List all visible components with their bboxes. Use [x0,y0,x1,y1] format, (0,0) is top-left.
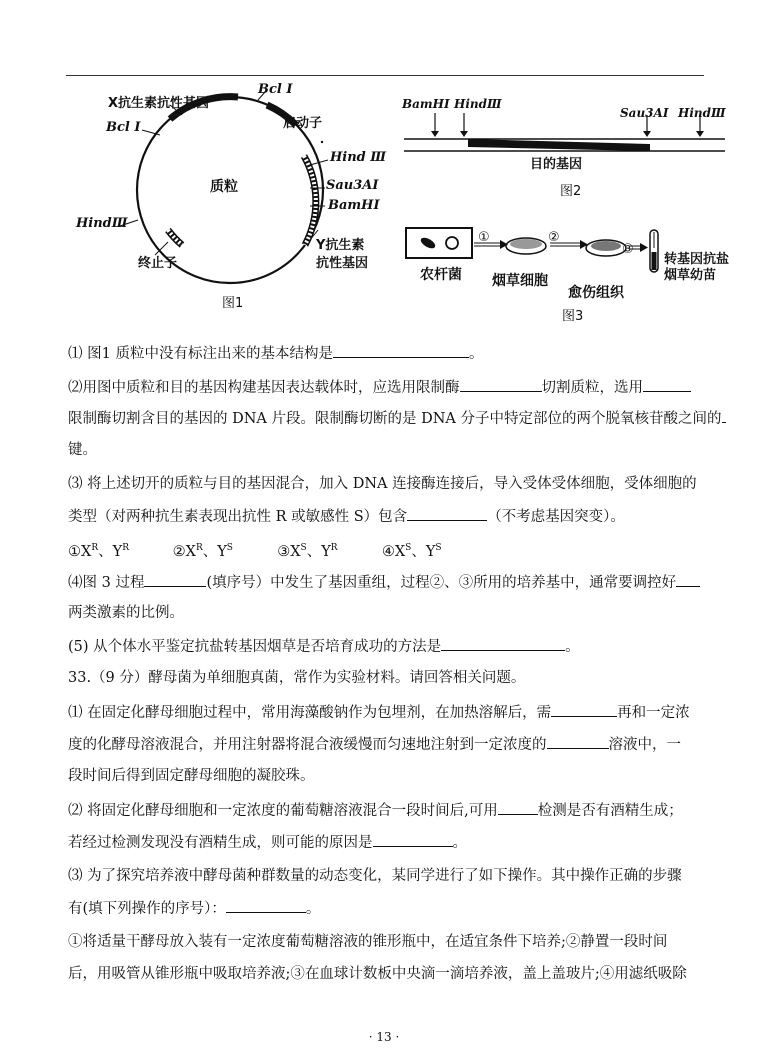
option-4 [382,538,482,562]
fig2-hind1-label: HindⅢ [454,97,502,111]
q33-1-text-c: 度的化酵母溶液混合，并用注射器将混合液缓慢而匀速地注射到一定浓度的 [68,737,547,753]
q33-2-text-b: 检测是否有酒精生成； [537,803,683,819]
option-3-y: 、Y [306,543,331,560]
seedling-label-1: 转基因抗盐 [664,252,730,267]
q33-1-text-e: 段时间后得到固定酵母细胞的凝胶珠。 [68,768,315,784]
q5-end: 。 [565,639,580,655]
q33-2-line-2 [68,832,467,853]
q1-text: ⑴ 图1 质粒中没有标注出来的基本结构是 [68,346,333,362]
header-rule [66,75,704,76]
option-1 [68,538,168,562]
question-33-stem [68,668,525,688]
q33-2-text-c: 若经过检测发现没有酒精生成，则可能的原因是 [68,835,373,851]
page-number: · 13 · [368,1030,400,1044]
q33-1-text-a: ⑴ 在固定化酵母细胞过程中，常用海藻酸钠作为包埋剂，在加热溶解后，需 [68,705,552,721]
answer-blank[interactable] [676,572,700,587]
q4-text-b: (填序号）中发生了基因重组，过程②、③所用的培养基中，通常要调控好 [206,575,677,591]
q33-3-text-c: 。 [305,901,321,917]
q33-1-line-1 [68,702,690,723]
figure-1-caption: 图1 [222,296,244,311]
q33-3-text-d: ①将适量干酵母放入装有一定浓度葡萄糖溶液的锥形瓶中，在适宜条件下培养;②静置一段时间 [68,934,668,950]
answer-blank[interactable] [333,343,469,358]
sup-s: S [435,543,442,553]
figure-2-caption: 图2 [560,184,582,199]
plasmid-label: 质粒 [210,179,238,195]
option-1-x: ①X [68,543,92,560]
answer-blank[interactable] [547,734,609,749]
question-5 [68,636,580,657]
sup-s: S [405,543,412,553]
q4-text-c: 两类激素的比例。 [68,605,184,621]
promoter-label: 启动子 [283,116,323,131]
q3-text-a: ⑶ 将上述切开的质粒与目的基因混合，加入 DNA 连接酶连接后，导入受体受体细胞，受体细胞的 [68,476,697,492]
answer-blank[interactable] [373,832,453,847]
tobacco-cell-label: 烟草细胞 [492,273,548,289]
q33-3-line-3 [68,932,667,952]
sup-s: S [300,543,307,553]
x-gene-label: X抗生素抗性基因 [108,96,210,111]
option-4-y: 、Y [411,543,436,560]
option-3-x: ③X [277,543,301,560]
answer-blank[interactable] [722,408,726,423]
step-3-label: ③ [622,242,634,257]
q33-2-line-1 [68,800,683,821]
callus-label: 愈伤组织 [568,285,624,301]
question-1 [68,343,483,364]
q2-text-c: 限制酶切割含目的基因的 DNA 片段。限制酶切断的是 DNA 分子中特定部位的两个脱氧核苷酸之间的 [68,411,722,427]
q33-3-text-a: ⑶ 为了探究培养液中酵母菌种群数量的动态变化，某同学进行了如下操作。其中操作正确的步骤 [68,868,682,884]
q33-1-text-b: 再和一定浓 [617,705,690,721]
q33-3-line-2 [68,898,320,919]
q3-text-b: 类型（对两种抗生素表现出抗性 R 或敏感性 S）包含 [68,509,408,525]
q2-text-d: 键。 [68,442,97,458]
question-3-line-1 [68,474,697,494]
bcl-top-label: Bcl Ⅰ [258,82,293,97]
bam-right-label: BamHⅠ [328,198,380,213]
option-2-x: ②X [172,543,196,560]
answer-blank[interactable] [643,377,691,392]
question-4-line-1 [68,572,700,593]
q33-3-line-1 [68,866,682,886]
answer-blank[interactable] [226,898,306,913]
terminator-label: 终止子 [138,256,178,271]
answer-blank[interactable] [498,800,538,815]
sau-right-label: Sau3AⅠ [326,178,379,193]
question-4-line-2 [68,603,184,623]
target-gene-label: 目的基因 [530,157,583,172]
q33-3-text-e: 后，用吸管从锥形瓶中吸取培养液;③在血球计数板中央滴一滴培养液，盖上盖玻片;④用滤纸吸除 [68,966,687,982]
hind-left-label: HindⅢ [76,216,128,231]
hind-right-label: Hind Ⅲ [330,150,387,165]
figure-3-caption: 图3 [562,309,584,324]
y-gene-label-1: Y抗生素 [316,238,365,253]
q2-text-b: 切割质粒，选用 [541,380,643,396]
q33-1-line-2 [68,734,681,755]
q33-3-line-4 [68,964,687,984]
q5-text-a: (5) 从个体水平鉴定抗盐转基因烟草是否培育成功的方法是 [68,639,442,655]
sup-s: S [226,543,233,553]
sup-r: R [195,543,203,553]
fig2-sau-label: Sau3AⅠ [620,106,669,120]
sup-r: R [122,543,129,553]
sup-r: R [330,543,338,553]
q33-1-line-3 [68,766,315,786]
fig2-bam-label: BamHⅠ [402,97,450,111]
answer-blank[interactable] [441,636,565,651]
question-3-options [68,538,482,562]
question-2-line-1 [68,377,691,398]
q2-text-a: ⑵用图中质粒和目的基因构建基因表达载体时，应选用限制酶 [68,380,460,396]
fig2-hind2-label: HindⅢ [678,106,726,120]
option-2 [173,538,273,562]
option-4-x: ④X [381,543,406,560]
step-2-label: ② [548,230,560,245]
question-2-line-3 [68,440,97,460]
q33-2-text-d: 。 [452,835,467,851]
answer-blank[interactable] [144,572,206,587]
question-2-line-2 [68,408,726,429]
bcl-left-label: Bcl Ⅰ [106,120,141,135]
answer-blank[interactable] [460,377,542,392]
sup-r: R [91,543,99,553]
agro-label: 农杆菌 [420,267,462,283]
q33-2-text-a: ⑵ 将固定化酵母细胞和一定浓度的葡萄糖溶液混合一段时间后,可用 [68,803,498,819]
answer-blank[interactable] [551,702,617,717]
q4-text-a: ⑷图 3 过程 [68,575,145,591]
option-2-y: 、Y [202,543,227,560]
q33-1-text-d: 溶液中，一 [608,737,681,753]
y-gene-label-2: 抗性基因 [316,256,369,271]
q1-end: 。 [468,346,484,362]
seedling-label-2: 烟草幼苗 [664,268,717,283]
step-1-label: ① [478,230,490,245]
answer-blank[interactable] [407,506,487,521]
question-3-line-2 [68,506,625,527]
q33-3-text-b: 有(填下列操作的序号）： [68,901,226,917]
option-1-y: 、Y [98,543,123,560]
q33-text: 33.（9 分）酵母菌为单细胞真菌，常作为实验材料。请回答相关问题。 [68,670,526,686]
q3-text-c: （不考虑基因突变）。 [487,509,625,525]
option-3 [277,538,377,562]
